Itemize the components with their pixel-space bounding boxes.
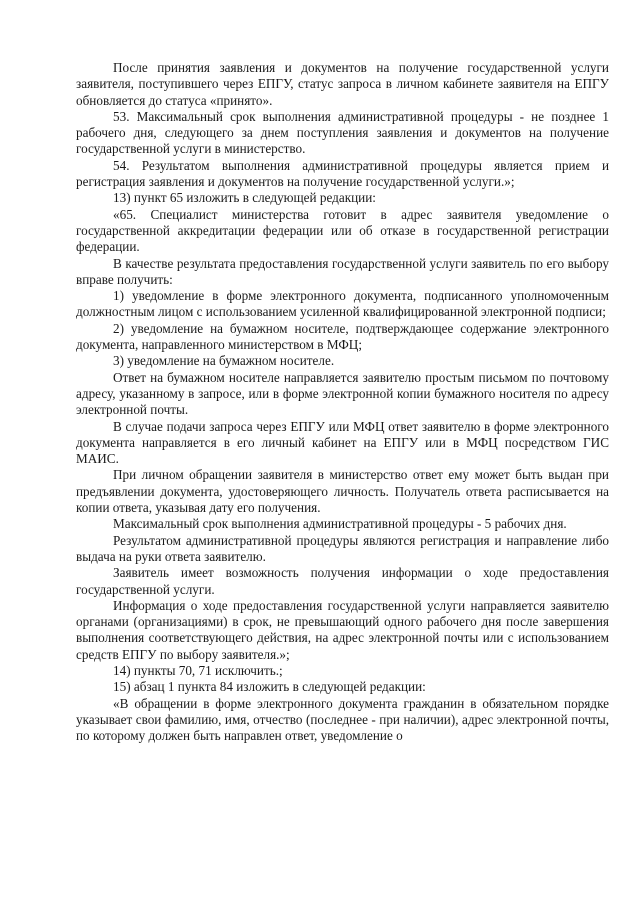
paragraph: 13) пункт 65 изложить в следующей редакции:	[113, 190, 376, 206]
paragraph: 15) абзац 1 пункта 84 изложить в следующей редакции:	[113, 679, 426, 695]
paragraph: Информация о ходе предоставления государственной услуги направляется заявителю органами (организациями) в срок, не превышающий одного рабочего дня после завершения выполнения соответствующего действия, на адрес электронной почты или с использованием средств ЕПГУ по выбору заявителя.»;	[76, 597, 609, 662]
paragraph: Максимальный срок выполнения административной процедуры - 5 рабочих дня.	[113, 516, 567, 532]
paragraph: 14) пункты 70, 71 исключить.;	[113, 662, 283, 678]
paragraph: 53. Максимальный срок выполнения административной процедуры - не позднее 1 рабочего дня, следующего за днем поступления заявления и документов на получение государственной услуги в министерство.	[76, 108, 609, 157]
paragraph: При личном обращении заявителя в министерство ответ ему может быть выдан при предъявлении документа, удостоверяющего личность. Получатель ответа расписывается на копии ответа, указывая дату его получения.	[76, 467, 609, 516]
paragraph: После принятия заявления и документов на получение государственной услуги заявителя, поступившего через ЕПГУ, статус запроса в личном кабинете заявителя на ЕПГУ обновляется до статуса «принято».	[76, 60, 609, 108]
paragraph: 2) уведомление на бумажном носителе, подтверждающее содержание электронного документа, направленного министерством в МФЦ;	[76, 320, 609, 353]
paragraph: Ответ на бумажном носителе направляется заявителю простым письмом по почтовому адресу, указанному в запросе, или в форме электронной копии бумажного носителя по адресу электронной почты.	[76, 369, 609, 418]
paragraph: Результатом административной процедуры являются регистрация и направление либо выдача на руки ответа заявителю.	[76, 532, 609, 564]
paragraph: «В обращении в форме электронного документа гражданин в обязательном порядке указывает свои фамилию, имя, отчество (последнее - при наличии), адрес электронной почты, по которому должен быть направлен ответ, уведомление о	[76, 695, 609, 744]
paragraph: В качестве результата предоставления государственной услуги заявитель по его выбору вправе получить:	[76, 255, 609, 287]
paragraph: В случае подачи запроса через ЕПГУ или МФЦ ответ заявителю в форме электронного документа направляется в его личный кабинет на ЕПГУ или в МФЦ посредством ГИС МАИС.	[76, 418, 609, 467]
paragraph: 1) уведомление в форме электронного документа, подписанного уполномоченным должностным лицом с использованием усиленной квалифицированной электронной подписи;	[76, 288, 609, 320]
paragraph: 3) уведомление на бумажном носителе.	[113, 353, 335, 369]
paragraph: «65. Специалист министерства готовит в адрес заявителя уведомление о государственной аккредитации федерации или об отказе в государственной регистрации федерации.	[76, 206, 609, 255]
paragraph: Заявитель имеет возможность получения информации о ходе предоставления государственной услуги.	[76, 565, 609, 597]
paragraph: 54. Результатом выполнения административной процедуры является прием и регистрация заявления и документов на получение государственной услуги.»;	[76, 157, 609, 190]
document-page	[76, 60, 609, 744]
